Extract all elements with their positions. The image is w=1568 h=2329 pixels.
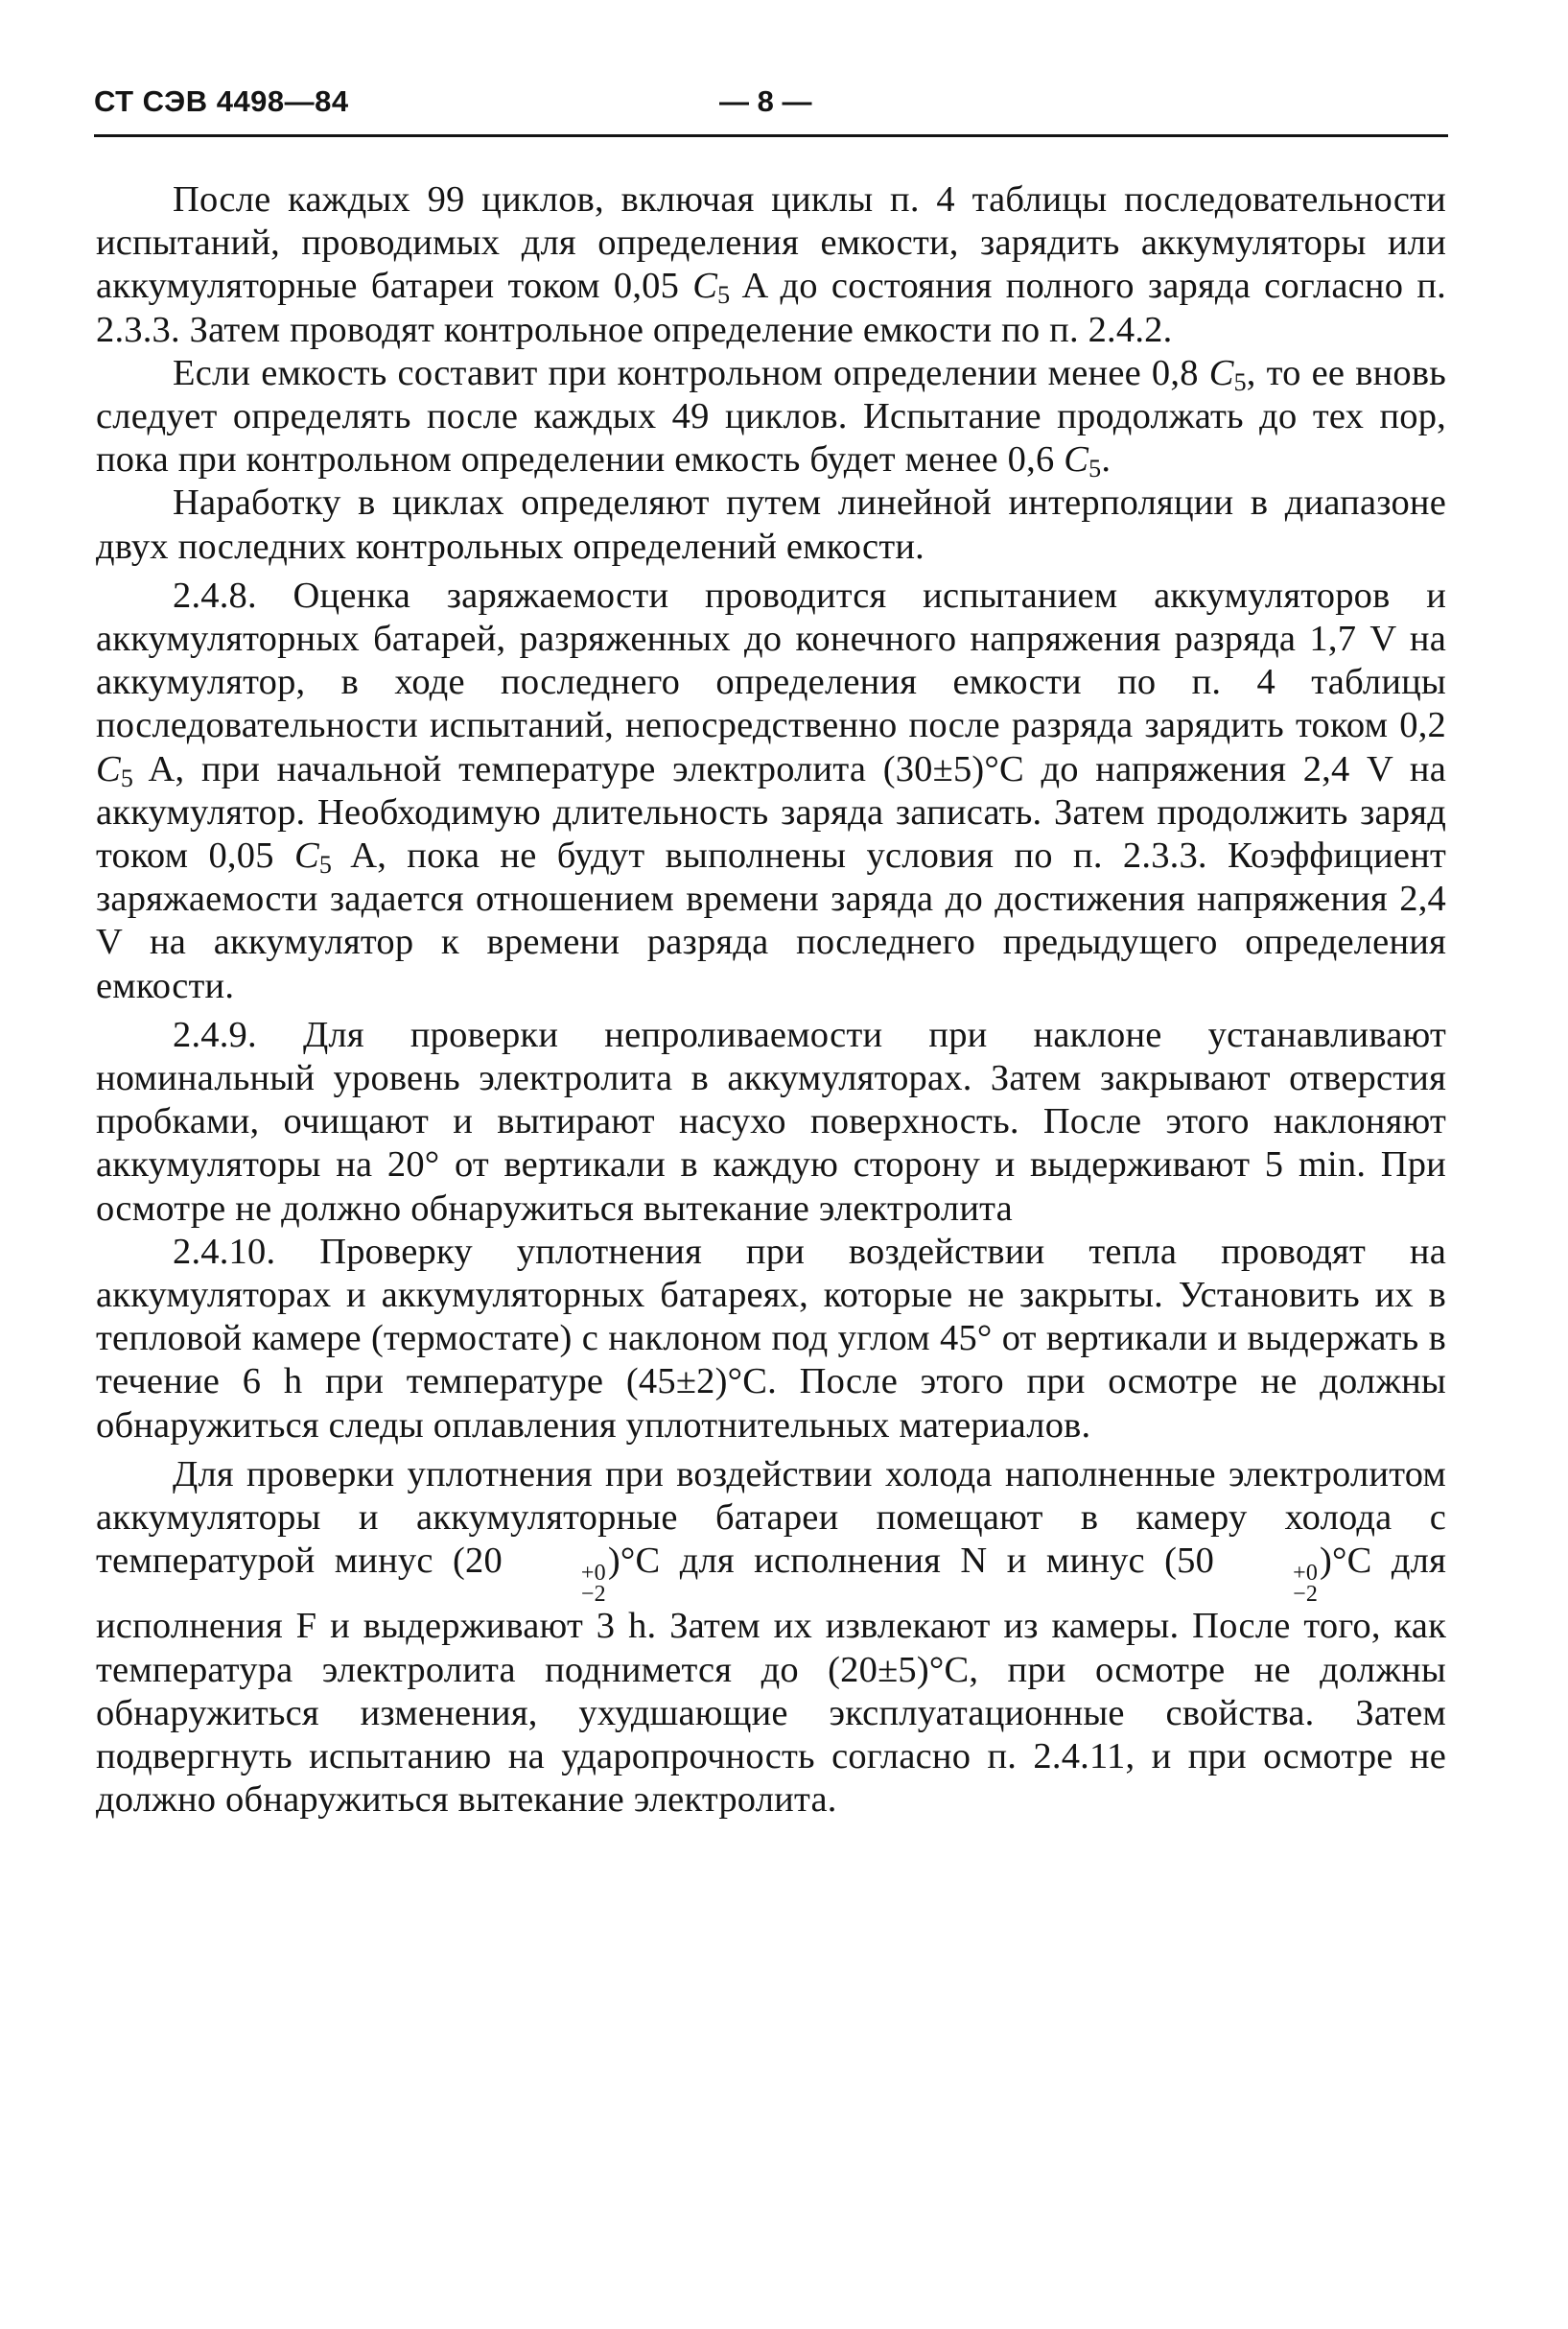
page-header [94,84,1448,127]
page-number: — 8 — [719,84,812,118]
capacity-subscript: 5 [120,764,134,792]
paragraph-2-4-8: 2.4.8. Оценка заряжаемости проводится испытанием аккумуляторов и аккумуляторных батарей, разряженных до конечного напряжения разряда 1,7 V на аккумулятор, в ходе последнего определения емкости по п. 4 таблицы последовательности испытаний, непосредственно после разряда зарядить током 0,2 $C_5$ A, при начальной температуре электролита (30±5)°C до напряжения 2,4 V на аккумулятор. Необходимую длительность заряда записать. Затем продолжить заряд током 0,05 $C_5$ A, пока не будут выполнены условия по п. 2.3.3. Коэффициент заряжаемости задается отношением времени заряда до достижения напряжения 2,4 V на аккумулятор к времени разряда последнего предыдущего определения емкости. [96,575,1446,1006]
capacity-subscript: 5 [717,281,731,310]
capacity-symbol: C [1064,439,1089,481]
header-rule [94,134,1448,137]
paragraph-interpolation: Наработку в циклах определяют путем линейной интерполяции в диапазоне двух последних контрольных определений емкости. [96,482,1446,567]
capacity-subscript: 5 [318,851,333,880]
tolerance-50: +0 −2 [1293,1561,1319,1608]
paragraph-2-4-10: 2.4.10. Проверку уплотнения при воздействии тепла проводят на аккумуляторах и аккумуляторных батареях, которые не закрыты. Установить их в тепловой камере (термостате) с наклоном под углом 45° от вертикали и выдержать в течение 6 h при температуре (45±2)°C. После этого при осмотре не должны обнаружиться следы оплавления уплотнительных материалов. [96,1231,1446,1446]
tolerance-20: +0 −2 [580,1561,606,1608]
capacity-subscript: 5 [1088,455,1102,483]
capacity-subscript: 5 [1233,367,1247,396]
capacity-symbol: C [1208,352,1234,393]
paragraph-cold-seal: Для проверки уплотнения при воздействии холода наполненные электролитом аккумуляторы и аккумуляторные батареи помещают в камеру холода с температурой минус (20 +0 −2 )°C для исполнения N и минус (50 +0 −2 )°C для исполнения F и выдерживают 3 h. Затем их извлекают из камеры. После того, как температура электролита поднимется до (20±5)°C, при осмотре не должны обнаружиться изменения, ухудшающие эксплуатационные свойства. Затем подвергнуть испытанию на ударопрочность согласно п. 2.4.11, и при осмотре не должно обнаружиться вытекание электролита. [96,1453,1446,1821]
document-code: СТ СЭВ 4498—84 [94,84,349,118]
paragraph-capacity-check: После каждых 99 циклов, включая циклы п. 4 таблицы последовательности испытаний, проводимых для определения емкости, зарядить аккумуляторы или аккумуляторные батареи током 0,05 $C_5$ A до состояния полного заряда согласно п. 2.3.3. Затем проводят контрольное определение емкости по п. 2.4.2. [96,179,1447,350]
paragraph-capacity-repeat: Если емкость составит при контрольном определении менее 0,8 $C_5$, то ее вновь следует определять после каждых 49 циклов. Испытание продолжать до тех пор, пока при контрольном определении емкость будет менее 0,6 $C_5$. [96,352,1446,483]
document-body [96,178,1446,1827]
capacity-symbol: C [293,835,319,877]
paragraph-2-4-9: 2.4.9. Для проверки непроливаемости при наклоне устанавливают номинальный уровень электролита в аккумуляторах. Затем закрывают отверстия пробками, очищают и вытирают насухо поверхность. После этого наклоняют аккумуляторы на 20° от вертикали в каждую сторону и выдерживают 5 min. При осмотре не должно обнаружиться вытекание электролита [96,1014,1446,1229]
capacity-symbol: C [692,266,718,307]
capacity-symbol: C [96,748,121,789]
